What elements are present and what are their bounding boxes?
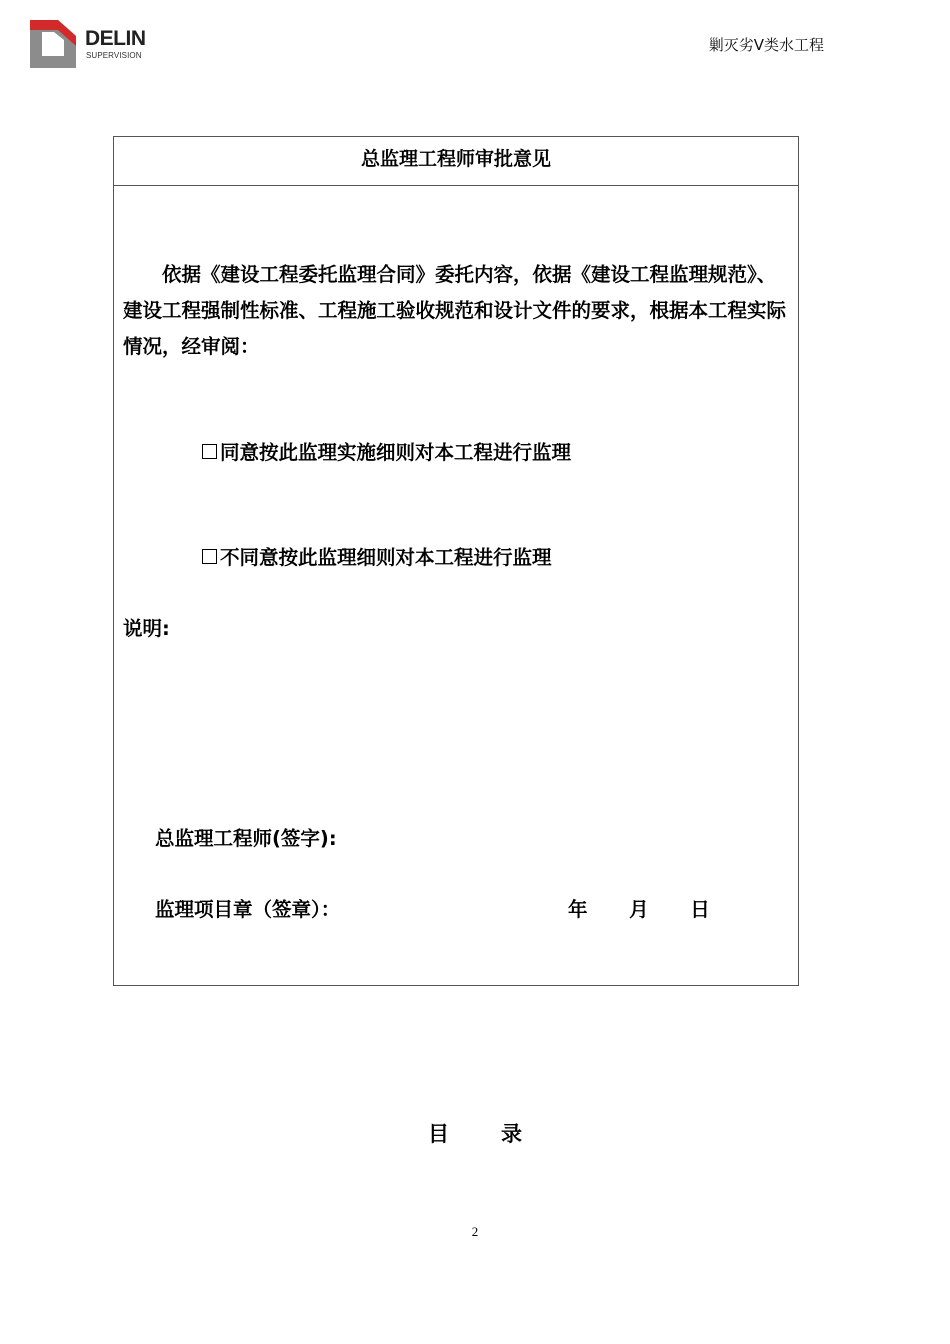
checkbox-agree[interactable] [202, 444, 217, 459]
approval-heading: 总监理工程师审批意见 [114, 137, 798, 186]
logo-subtitle: SUPERVISION [86, 51, 142, 60]
signature-label: 总监理工程师(签字): [155, 827, 337, 850]
date-year: 年 [568, 898, 588, 921]
project-title: 剿灭劣Ⅴ类水工程 [708, 36, 824, 54]
note-label: 说明: [123, 617, 170, 640]
seal-label: 监理项目章（签章）： [155, 898, 341, 921]
approval-box [113, 136, 799, 986]
page-number: 2 [471, 1224, 479, 1239]
option-disagree[interactable] [202, 542, 552, 570]
toc-char-1: 目 [428, 1122, 449, 1146]
logo [28, 18, 168, 70]
delin-logo-icon [28, 18, 82, 70]
option-disagree-label: 不同意按此监理细则对本工程进行监理 [220, 546, 552, 569]
approval-paragraph: 依据《建设工程委托监理合同》委托内容，依据《建设工程监理规范》、建设工程强制性标准、工程施工验收规范和设计文件的要求，根据本工程实际情况，经审阅： [123, 263, 787, 358]
logo-wordmark: DELIN [85, 27, 146, 50]
table-of-contents-title [0, 1118, 950, 1148]
date-line [568, 894, 710, 922]
checkbox-disagree[interactable] [202, 549, 217, 564]
option-agree-label: 同意按此监理实施细则对本工程进行监理 [220, 441, 572, 464]
date-month: 月 [629, 898, 649, 921]
toc-char-2: 录 [501, 1122, 522, 1146]
option-agree[interactable] [202, 437, 571, 465]
date-day: 日 [690, 898, 710, 921]
